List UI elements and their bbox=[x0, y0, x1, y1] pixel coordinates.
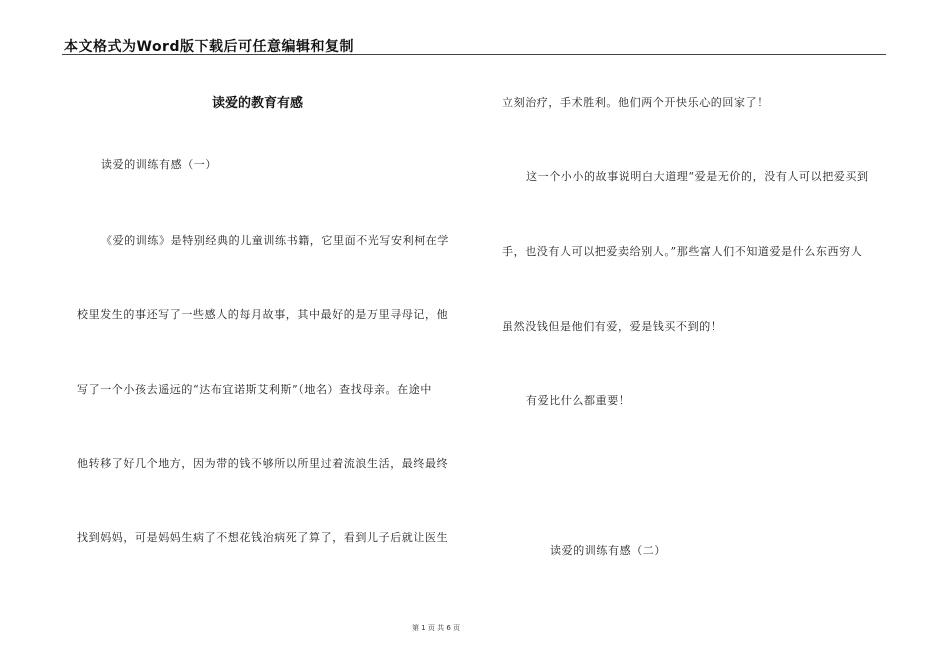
document-title: 读爱的教育有感 bbox=[212, 96, 304, 111]
document-banner: 本文格式为Word版下载后可任意编辑和复制 bbox=[64, 39, 354, 55]
section-heading-2: 读爱的训练有感（二） bbox=[550, 544, 666, 557]
body-line: 找到妈妈，可是妈妈生病了不想花钱治病死了算了，看到儿子后就让医生 bbox=[77, 531, 449, 544]
body-line: 校里发生的事还写了一些感人的每月故事，其中最好的是万里寻母记，他 bbox=[77, 308, 449, 321]
body-line: 写了一个小孩去遥远的“达布宜诺斯艾利斯”（地名）查找母亲。在途中 bbox=[77, 383, 432, 396]
header-divider bbox=[62, 54, 886, 55]
body-line: 虽然没钱但是他们有爱，爱是钱买不到的！ bbox=[502, 320, 723, 333]
body-line: 这一个小小的故事说明白大道理“爱是无价的，没有人可以把爱买到 bbox=[526, 170, 869, 183]
body-line: 手，也没有人可以把爱卖给别人。”那些富人们不知道爱是什么东西穷人 bbox=[502, 245, 863, 258]
page-number: 第 1 页 共 6 页 bbox=[412, 624, 461, 632]
section-heading-1: 读爱的训练有感（一） bbox=[101, 158, 217, 171]
body-line: 《爱的训练》是特别经典的儿童训练书籍，它里面不光写安利柯在学 bbox=[101, 234, 449, 247]
body-line: 立刻治疗，手术胜利。他们两个开快乐心的回家了！ bbox=[502, 96, 769, 109]
body-line: 有爱比什么都重要！ bbox=[526, 394, 631, 407]
body-line: 他转移了好几个地方，因为带的钱不够所以所里过着流浪生活，最终最终 bbox=[77, 457, 449, 470]
